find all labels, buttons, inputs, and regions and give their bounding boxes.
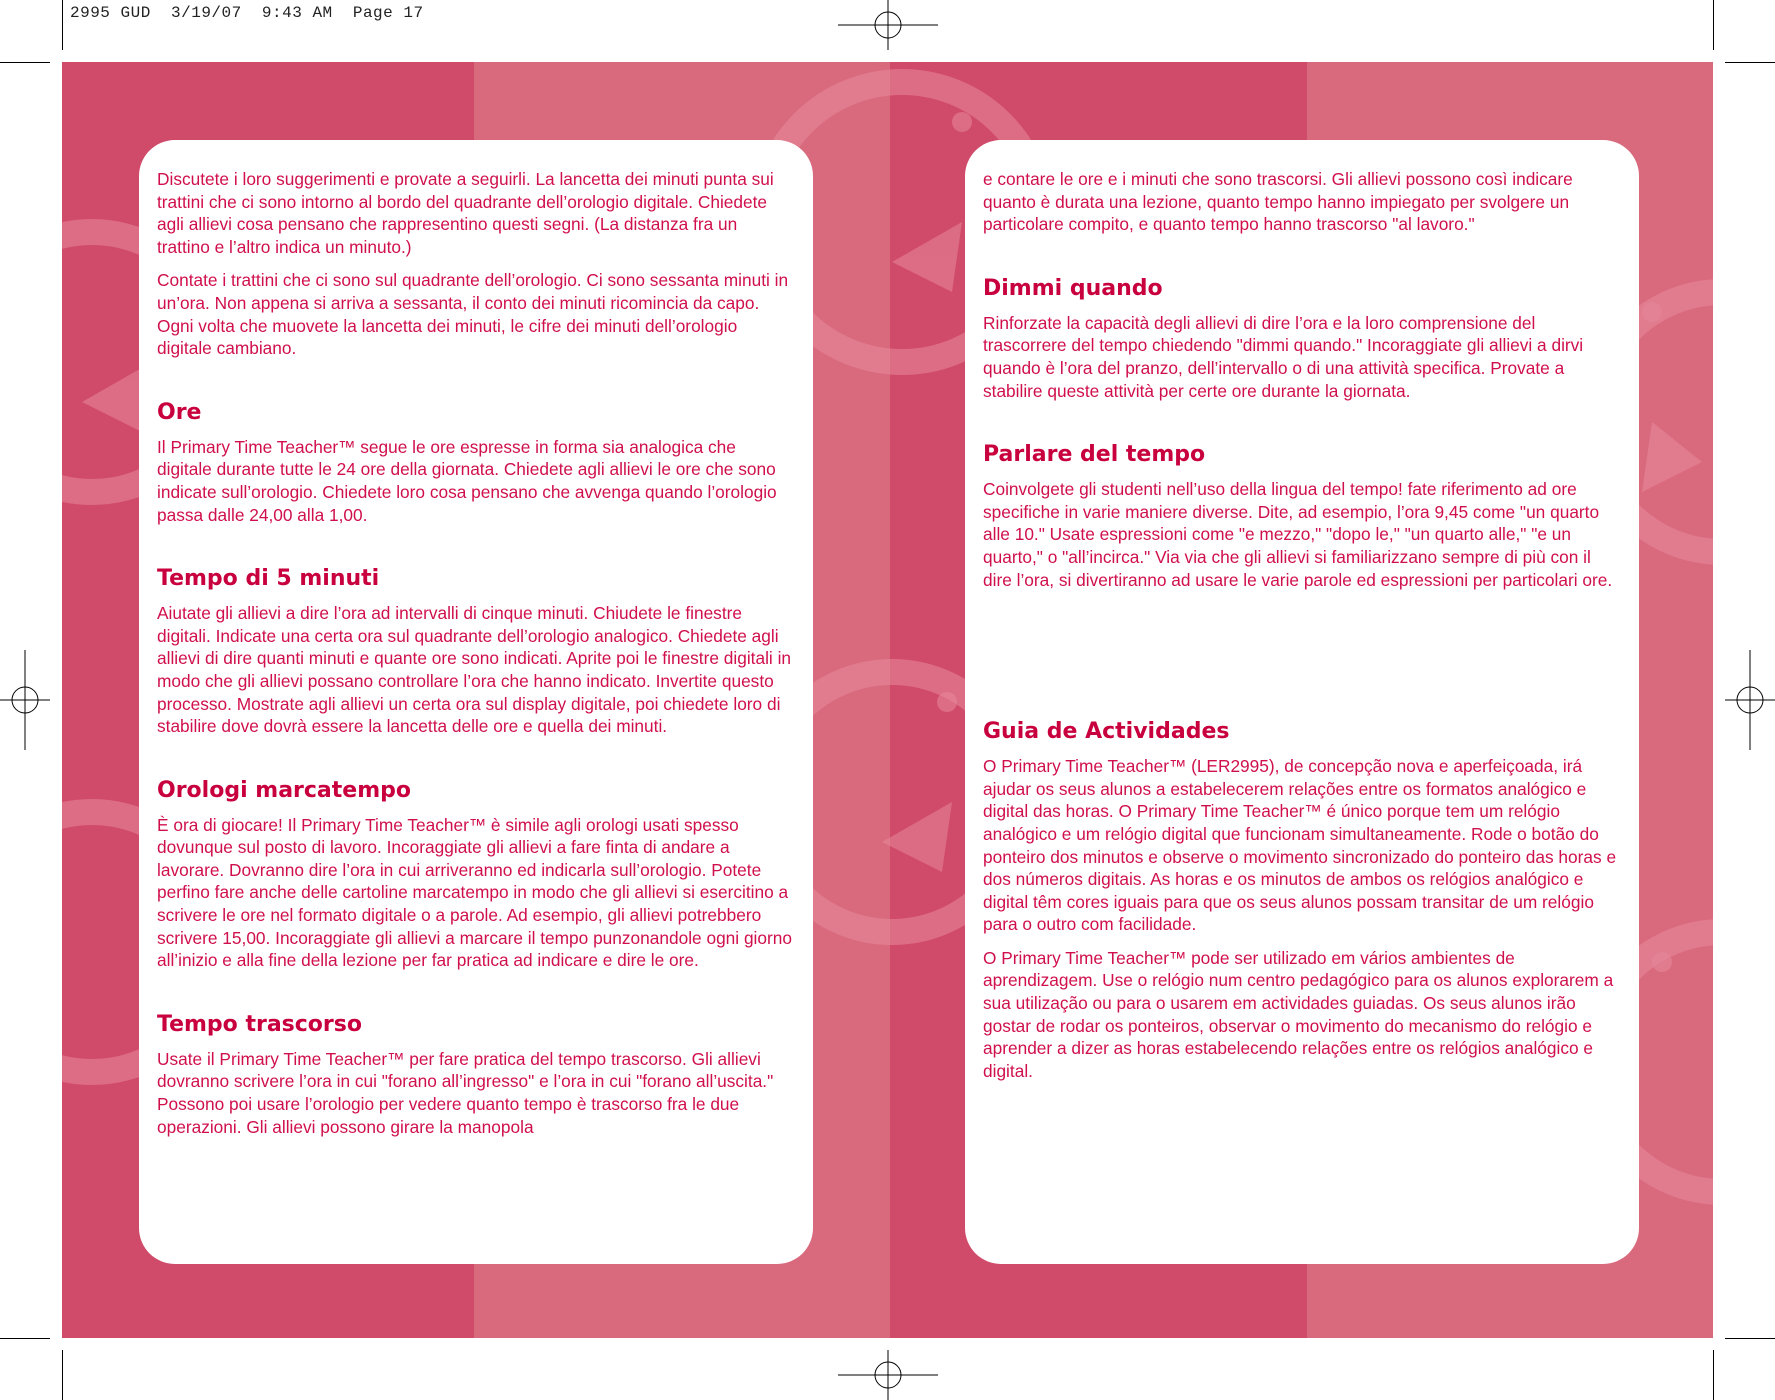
section-heading-tempo-5-minuti: Tempo di 5 minuti bbox=[157, 566, 380, 592]
paragraph: Contate i trattini che ci sono sul quadrante dell’orologio. Ci sono sessanta minuti in un’ora. Non appena si arriva a sessanta, il conto dei minuti ricomincia da capo. Ogni volta che muovete la lancetta dei minuti, le cifre dei minuti dell’orologio digitale cambiano. bbox=[157, 270, 789, 359]
crop-mark bbox=[62, 0, 63, 50]
paragraph: O Primary Time Teacher™ pode ser utilizado em vários ambientes de aprendizagem. Use o relógio num centro pedagógico para os alunos explorarem a sua utilização ou para o usarem em actividades guiadas. Os seus alunos irão gostar de rodar os ponteiros, observar o movimento do mecanismo do relógio e aprender a dizer as horas estabelecendo relações entre os relógios analógico e digital. bbox=[983, 947, 1614, 1081]
crop-mark bbox=[62, 1350, 63, 1400]
paragraph: O Primary Time Teacher™ (LER2995), de concepção nova e aperfeiçoada, irá ajudar os seus alunos a estabelecerem relações entre os formatos analógico e digital das horas. O Primary Time Teacher™ é único porque tem um relógio analógico e um relógio digital que funcionam simultaneamente. Rode o botão do ponteiro dos minutos e observe o movimento sincronizado do ponteiro das horas e dos números digitais. As horas e os minutos de ambos os relógios analógico e digital têm cores iguais para que os seus alunos possam transitar de um relógio para o outro com facilidade. bbox=[983, 756, 1617, 935]
registration-mark-left bbox=[0, 650, 50, 750]
crop-mark bbox=[1725, 1338, 1775, 1339]
registration-mark-top bbox=[838, 0, 938, 50]
registration-mark-bottom bbox=[838, 1350, 938, 1400]
left-text-panel bbox=[139, 140, 813, 1264]
print-slug: 2995 GUD 3/19/07 9:43 AM Page 17 bbox=[70, 4, 424, 22]
crop-mark bbox=[0, 62, 50, 63]
paragraph: Il Primary Time Teacher™ segue le ore espresse in forma sia analogica che digitale durante tutte le 24 ore della giornata. Chiedete agli allievi le ore che sono indicate sull’orologio. Chiedete loro cosa pensano che avvenga quando l’orologio passa dalle 24,00 alla 1,00. bbox=[157, 436, 777, 525]
paragraph: Aiutate gli allievi a dire l’ora ad intervalli di cinque minuti. Chiudete le finestre digitali. Indicate una certa ora sul quadrante dell’orologio analogico. Chiedete agli allievi di dire quanti minuti e quante ore sono indicati. Aprite poi le finestre digitali in modo che gli allievi possano controllare l’ora che hanno indicato. Invertite questo processo. Mostrate agli allievi un certa ora sul display digitale, poi chiedete loro di stabilire dove dovrà essere la lancetta delle ore e quella dei minuti. bbox=[157, 603, 792, 737]
registration-mark-right bbox=[1725, 650, 1775, 750]
crop-mark bbox=[1725, 62, 1775, 63]
section-heading-dimmi-quando: Dimmi quando bbox=[983, 275, 1163, 301]
section-heading-ore: Ore bbox=[157, 399, 202, 425]
section-heading-tempo-trascorso: Tempo trascorso bbox=[157, 1011, 362, 1037]
crop-mark bbox=[0, 1338, 50, 1339]
paragraph: Coinvolgete gli studenti nell’uso della lingua del tempo! fate riferimento ad ore specifiche in varie maniere diverse. Dite, ad esempio, l’ora 9,45 come "un quarto alle 10." Usate espressioni come "e mezzo," "dopo le," "un quarto alle," "e un quarto," o "all’incirca." Via via che gli allievi si familiarizzano sempre di più con il dire l’ora, si divertiranno ad usare le varie parole ed espressioni per particolari ore. bbox=[983, 479, 1613, 590]
right-text-panel bbox=[965, 140, 1639, 1264]
page-spread bbox=[62, 62, 1713, 1338]
paragraph: Usate il Primary Time Teacher™ per fare pratica del tempo trascorso. Gli allievi dovranno scrivere l’ora in cui "forano all’ingresso" e l’ora in cui "forano all’uscita." Possono poi usare l’orologio per vedere quanto tempo è trascorso fra le due operazioni. Gli allievi possono girare la manopola bbox=[157, 1048, 774, 1137]
paragraph: Rinforzate la capacità degli allievi di dire l’ora e la loro comprensione del trascorrere del tempo chiedendo "dimmi quando." Incoraggiate gli allievi a dirvi quando è l’ora del pranzo, dell’intervallo o di una attività specifica. Provate a stabilire queste attività per certe ore durante la giornata. bbox=[983, 312, 1584, 401]
crop-mark bbox=[1713, 0, 1714, 50]
paragraph: Discutete i loro suggerimenti e provate a seguirli. La lancetta dei minuti punta sui trattini che ci sono intorno al bordo del quadrante dell’orologio digitale. Chiedete agli allievi cosa pensano che rappresentino questi segni. (La distanza fra un trattino e l’altro indica un minuto.) bbox=[157, 169, 774, 257]
crop-mark bbox=[1713, 1350, 1714, 1400]
section-heading-guia-de-actividades: Guia de Actividades bbox=[983, 719, 1230, 745]
section-heading-parlare-del-tempo: Parlare del tempo bbox=[983, 442, 1206, 468]
paragraph: È ora di giocare! Il Primary Time Teacher™ è simile agli orologi usati spesso dovunque sul posto di lavoro. Incoraggiate gli allievi a fare finta di andare a lavorare. Dovranno dire l’ora in cui arriveranno ed indicarla sull’orologio. Potete perfino fare anche delle cartoline marcatempo in modo che gli allievi si esercitino a scrivere le ore nel formato digitale o a parole. Ad esempio, gli allievi potrebbero scrivere 15,00. Incoraggiate gli allievi a marcare il tempo punzonandole ogni giorno all’inizio e alla fine della lezione per far pratica ad indicare e dire le ore. bbox=[157, 814, 792, 971]
section-heading-orologi-marcatempo: Orologi marcatempo bbox=[157, 777, 411, 803]
paragraph: e contare le ore e i minuti che sono trascorsi. Gli allievi possono così indicare quanto è durata una lezione, quanto tempo hanno impiegato per svolgere un particolare compito, e quanto tempo hanno trascorso "al lavoro." bbox=[983, 169, 1573, 235]
